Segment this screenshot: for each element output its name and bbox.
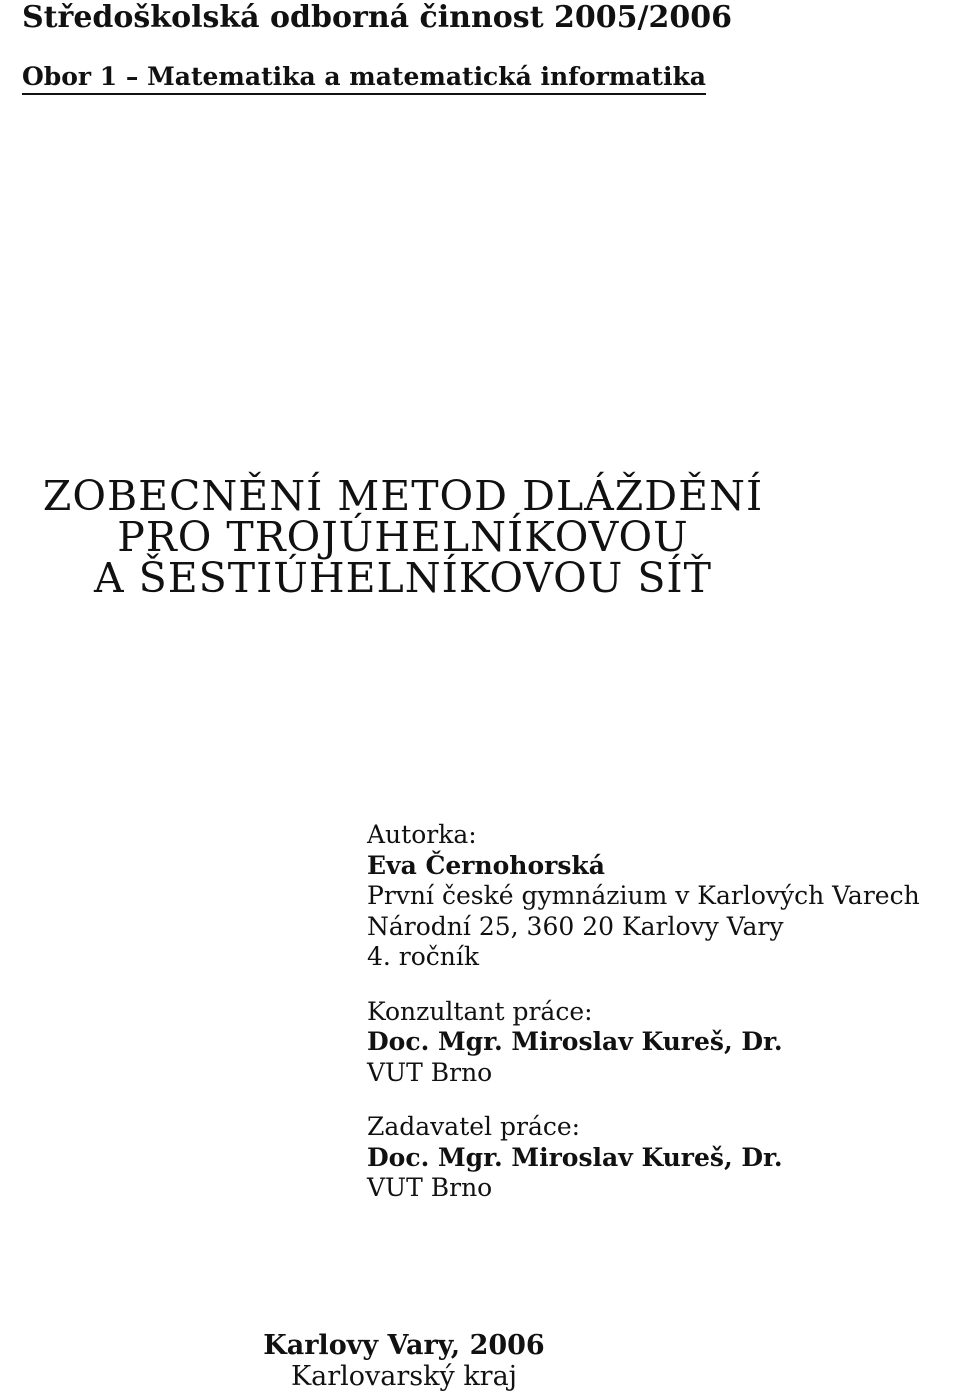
footer [0,1330,808,1392]
consultant-institution: VUT Brno [367,1057,493,1087]
assigner-institution: VUT Brno [367,1173,493,1202]
header-title: Středoškolská odborná činnost 2005/2006 [22,0,732,35]
thesis-title-line-3: A ŠESTIÚHELNÍKOVOU SÍŤ [94,554,712,602]
author-label: Autorka: [367,820,477,849]
assigner-label: Zadavatel práce: [367,1112,581,1141]
footer-region: Karlovarský kraj [290,1361,518,1392]
assigner-name: Doc. Mgr. Miroslav Kureš, Dr. [367,1142,783,1172]
info-block [367,820,920,1204]
field-of-study: Obor 1 – Matematika a matematická informatika [22,62,706,95]
author-name: Eva Černohorská [367,850,605,880]
author-school: První české gymnázium v Karlových Varech [367,881,920,910]
consultant-label: Konzultant práce: [367,996,593,1026]
author-address: Národní 25, 360 20 Karlovy Vary [367,911,784,941]
author-grade: 4. ročník [367,942,480,971]
thesis-title-line-2: PRO TROJÚHELNÍKOVOU [117,513,689,561]
consultant-name: Doc. Mgr. Miroslav Kureš, Dr. [367,1027,783,1056]
footer-place-year: Karlovy Vary, 2006 [263,1330,545,1361]
thesis-title [0,472,806,602]
thesis-title-line-1: ZOBECNĚNÍ METOD DLÁŽDĚNÍ [42,472,764,520]
